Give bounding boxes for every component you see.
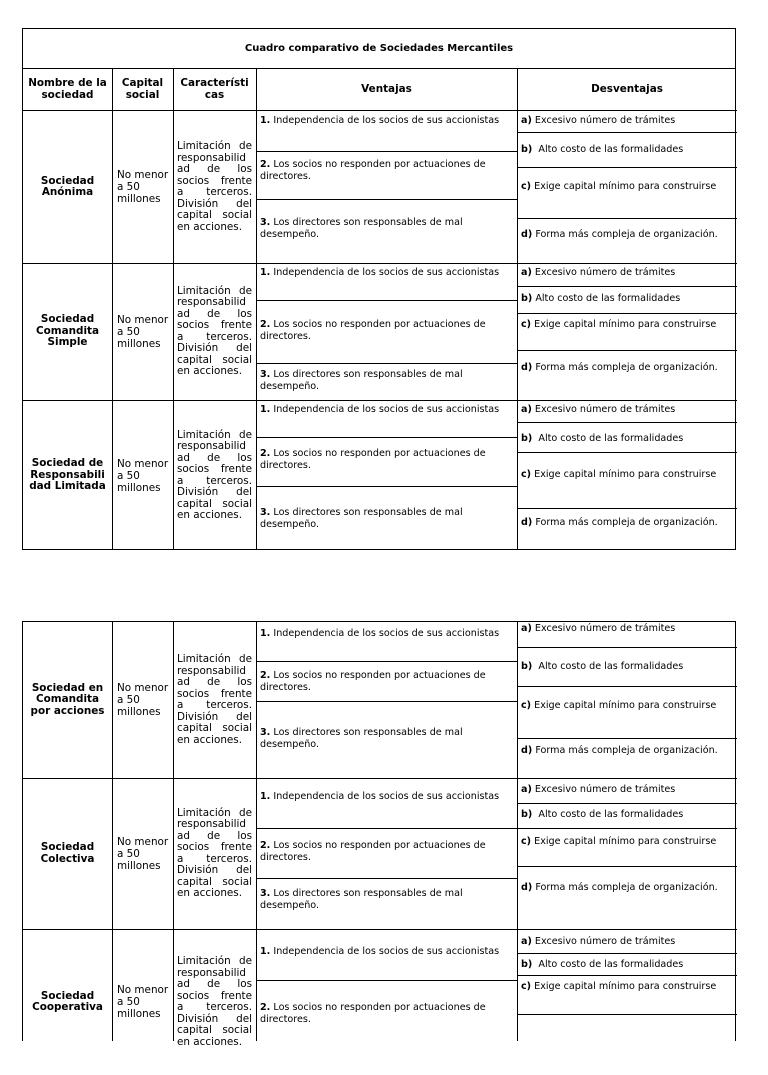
ventaja-2: 2. Los socios no responden por actuaciones de directores. — [260, 319, 486, 342]
desventaja-d: d) Forma más compleja de organización. — [521, 882, 718, 893]
desventaja-b: b) Alto costo de las formalidades — [521, 661, 684, 672]
ventaja-3: 3. Los directores son responsables de mal desempeño. — [260, 727, 463, 750]
row-name: Sociedad Cooperativa — [32, 989, 103, 1013]
ventaja-3: 3. Los directores son responsables de mal desempeño. — [260, 507, 463, 530]
row-caracteristicas: Limitación de responsabilid ad de los socios frente a terceros. División del capital social en acciones. — [177, 653, 252, 746]
desventaja-d: d) Forma más compleja de organización. — [521, 229, 718, 240]
header-capital: Capital social — [112, 69, 173, 111]
desventaja-c: c) Exige capital mínimo para construirse — [521, 319, 717, 330]
desventaja-a: a) Excesivo número de trámites — [521, 936, 676, 947]
ventaja-2: 2. Los socios no responden por actuaciones de directores. — [260, 159, 486, 182]
ventaja-3: 3. Los directores son responsables de mal desempeño. — [260, 888, 463, 911]
desventaja-b: b) Alto costo de las formalidades — [521, 293, 681, 304]
desventaja-b: b) Alto costo de las formalidades — [521, 959, 684, 970]
desventaja-c: c) Exige capital mínimo para construirse — [521, 981, 717, 992]
ventaja-2: 2. Los socios no responden por actuaciones de directores. — [260, 670, 486, 693]
row-name: Sociedad Colectiva — [40, 841, 95, 865]
row-caracteristicas: Limitación de responsabilid ad de los socios frente a terceros. División del capital social en acciones. — [177, 428, 252, 521]
desventaja-d: d) Forma más compleja de organización. — [521, 745, 718, 756]
desventaja-c: c) Exige capital mínimo para construirse — [521, 469, 717, 480]
ventaja-2: 2. Los socios no responden por actuaciones de directores. — [260, 448, 486, 471]
desventaja-a: a) Excesivo número de trámites — [521, 404, 676, 415]
ventaja-1: 1. Independencia de los socios de sus accionistas — [260, 115, 500, 126]
row-capital: No menor a 50 millones — [117, 313, 169, 350]
desventaja-a: a) Excesivo número de trámites — [521, 115, 676, 126]
comparison-table-2 — [22, 621, 736, 1048]
desventaja-a: a) Excesivo número de trámites — [521, 267, 676, 278]
ventaja-2: 2. Los socios no responden por actuaciones de directores. — [260, 1002, 486, 1025]
row-capital: No menor a 50 millones — [117, 984, 169, 1020]
ventaja-1: 1. Independencia de los socios de sus accionistas — [260, 946, 500, 957]
row-capital: No menor a 50 millones — [117, 457, 169, 494]
desventaja-c: c) Exige capital mínimo para construirse — [521, 700, 717, 711]
ventaja-1: 1. Independencia de los socios de sus accionistas — [260, 267, 500, 278]
row-caracteristicas: Limitación de responsabilid ad de los socios frente a terceros. División del capital social en acciones. — [177, 955, 252, 1048]
row-caracteristicas: Limitación de responsabilid ad de los socios frente a terceros. División del capital social en acciones. — [177, 140, 252, 233]
ventaja-1: 1. Independencia de los socios de sus accionistas — [260, 791, 500, 802]
desventaja-a: a) Excesivo número de trámites — [521, 623, 676, 634]
header-ventajas: Ventajas — [256, 69, 517, 111]
row-capital: No menor a 50 millones — [117, 682, 169, 718]
desventaja-c: c) Exige capital mínimo para construirse — [521, 181, 717, 192]
ventaja-2: 2. Los socios no responden por actuaciones de directores. — [260, 840, 486, 863]
row-capital: No menor a 50 millones — [117, 169, 169, 205]
ventaja-1: 1. Independencia de los socios de sus accionistas — [260, 628, 500, 639]
ventaja-3: 3. Los directores son responsables de mal desempeño. — [260, 369, 463, 392]
row-name: Sociedad en Comandita por acciones — [30, 681, 105, 717]
row-name: Sociedad Comandita Simple — [36, 313, 99, 349]
desventaja-b: b) Alto costo de las formalidades — [521, 144, 684, 155]
comparison-table-1 — [22, 28, 736, 550]
header-nombre: Nombre de la sociedad — [23, 69, 112, 111]
desventaja-a: a) Excesivo número de trámites — [521, 784, 676, 795]
row-name: Sociedad Anónima — [40, 174, 95, 198]
desventaja-b: b) Alto costo de las formalidades — [521, 809, 684, 820]
ventaja-1: 1. Independencia de los socios de sus accionistas — [260, 404, 500, 415]
row-caracteristicas: Limitación de responsabilid ad de los socios frente a terceros. División del capital social en acciones. — [177, 806, 252, 899]
desventaja-d: d) Forma más compleja de organización. — [521, 362, 718, 373]
ventaja-3: 3. Los directores son responsables de mal desempeño. — [260, 217, 463, 240]
desventaja-b: b) Alto costo de las formalidades — [521, 433, 684, 444]
header-caracteristicas: Característi cas — [173, 69, 256, 111]
row-caracteristicas: Limitación de responsabilid ad de los socios frente a terceros. División del capital social en acciones. — [177, 284, 252, 377]
desventaja-c: c) Exige capital mínimo para construirse — [521, 836, 717, 847]
row-capital: No menor a 50 millones — [117, 835, 169, 872]
header-desventajas: Desventajas — [517, 69, 737, 111]
column-divider — [256, 69, 257, 549]
desventaja-d: d) Forma más compleja de organización. — [521, 517, 718, 528]
row-name: Sociedad de Responsabili dad Limitada — [29, 457, 106, 493]
table-title: Cuadro comparativo de Sociedades Mercantiles — [23, 29, 735, 69]
